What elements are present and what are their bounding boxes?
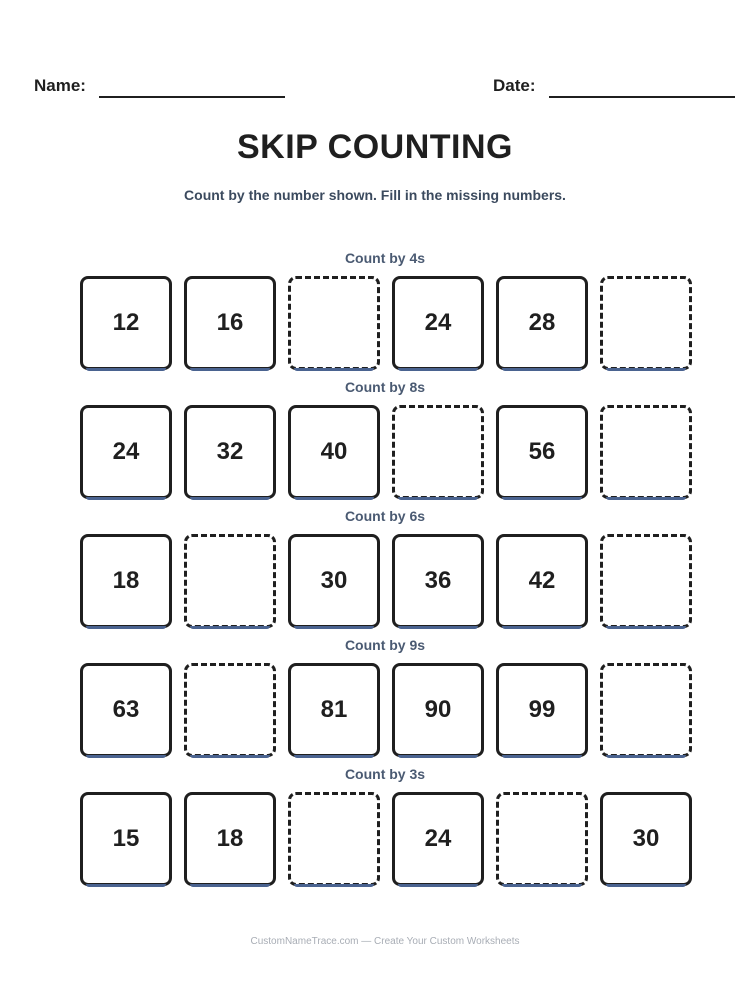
counting-row	[0, 377, 750, 506]
header-row	[34, 74, 736, 98]
row-label: Count by 6s	[344, 508, 426, 524]
blank-answer-box[interactable]	[184, 534, 276, 628]
counting-rows	[0, 248, 750, 893]
number-box: 16	[184, 276, 276, 370]
number-box: 81	[288, 663, 380, 757]
blank-answer-box[interactable]	[496, 792, 588, 886]
instructions: Count by the number shown. Fill in the missing numbers.	[184, 187, 566, 203]
number-box: 99	[496, 663, 588, 757]
row-cells	[80, 792, 692, 886]
number-box: 24	[80, 405, 172, 499]
number-box: 63	[80, 663, 172, 757]
row-label: Count by 8s	[344, 379, 426, 395]
number-box: 12	[80, 276, 172, 370]
counting-row	[0, 764, 750, 893]
footer-credit: CustomNameTrace.com — Create Your Custom Worksheets	[250, 936, 520, 947]
blank-answer-box[interactable]	[600, 276, 692, 370]
blank-answer-box[interactable]	[600, 663, 692, 757]
date-field	[493, 74, 735, 98]
number-box: 36	[392, 534, 484, 628]
row-label: Count by 4s	[344, 250, 426, 266]
name-field	[34, 74, 285, 98]
number-box: 24	[392, 276, 484, 370]
blank-answer-box[interactable]	[600, 534, 692, 628]
blank-answer-box[interactable]	[392, 405, 484, 499]
page-title: SKIP COUNTING	[236, 128, 513, 166]
number-box: 90	[392, 663, 484, 757]
number-box: 40	[288, 405, 380, 499]
date-line[interactable]	[549, 80, 735, 98]
number-box: 15	[80, 792, 172, 886]
counting-row	[0, 635, 750, 764]
counting-row	[0, 506, 750, 635]
number-box: 18	[184, 792, 276, 886]
name-label: Name:	[34, 76, 86, 95]
number-box: 18	[80, 534, 172, 628]
counting-row	[0, 248, 750, 377]
number-box: 28	[496, 276, 588, 370]
number-box: 42	[496, 534, 588, 628]
row-cells	[80, 276, 692, 370]
date-label: Date:	[493, 76, 536, 95]
row-cells	[80, 405, 692, 499]
row-cells	[80, 663, 692, 757]
row-cells	[80, 534, 692, 628]
number-box: 30	[600, 792, 692, 886]
row-label: Count by 9s	[344, 637, 426, 653]
blank-answer-box[interactable]	[184, 663, 276, 757]
number-box: 56	[496, 405, 588, 499]
number-box: 30	[288, 534, 380, 628]
blank-answer-box[interactable]	[600, 405, 692, 499]
blank-answer-box[interactable]	[288, 276, 380, 370]
blank-answer-box[interactable]	[288, 792, 380, 886]
number-box: 32	[184, 405, 276, 499]
row-label: Count by 3s	[344, 766, 426, 782]
number-box: 24	[392, 792, 484, 886]
name-line[interactable]	[99, 80, 285, 98]
